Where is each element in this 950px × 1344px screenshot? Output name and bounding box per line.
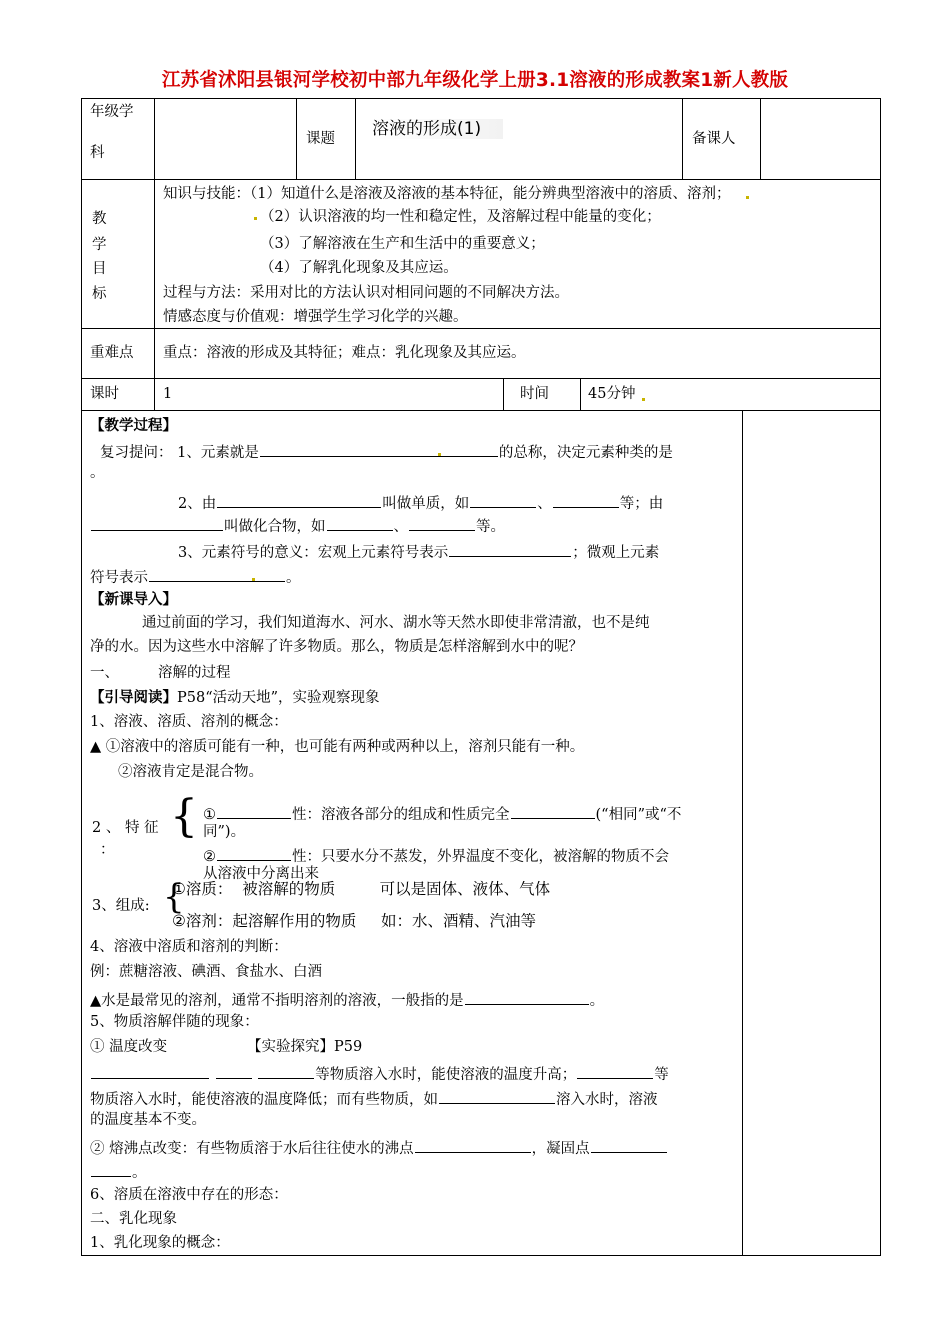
fill-blank[interactable]: [591, 1137, 667, 1153]
temperature-line: 等物质溶入水时，能使溶液的温度升高； 等: [90, 1063, 669, 1084]
boiling-point-line: ② 熔沸点改变：有些物质溶于水后往往使水的沸点 ，凝固点: [90, 1137, 668, 1158]
topic-label: 课题: [306, 131, 335, 147]
judge-example: 例：蔗糖溶液、碘酒、食盐水、白酒: [90, 964, 322, 980]
objectives-label-1: 教: [92, 211, 107, 227]
col-divider: [154, 179, 155, 329]
note-line: ▲ ①溶液中的溶质可能有一种，也可能有两种或两种以上，溶剂只能有一种。: [90, 739, 585, 755]
water-note: ▲水是最常见的溶剂，通常不指明溶剂的溶液，一般指的是 。: [90, 989, 604, 1010]
fill-blank[interactable]: [465, 989, 589, 1005]
edit-mark: [252, 578, 255, 581]
fill-blank[interactable]: [149, 566, 285, 582]
intro-paragraph-line: 净的水。因为这些水中溶解了许多物质。那么，物质是怎样溶解到水中的呢？: [90, 639, 583, 655]
fill-blank[interactable]: [577, 1063, 653, 1079]
temperature-line: 物质溶入水时，能使溶液的温度降低；而有些物质，如 溶入水时，溶液: [90, 1088, 658, 1109]
objective-line: （2）认识溶液的均一性和稳定性，及溶解过程中能量的变化；: [260, 209, 661, 225]
review-question-2: 2、由 叫做单质，如 、 等；由: [178, 492, 663, 513]
col-divider: [296, 98, 297, 180]
review-question-3-cont: 符号表示 。: [90, 566, 301, 587]
fill-blank[interactable]: [258, 1063, 314, 1079]
feature-uniformity-cont: 同”)。: [203, 824, 246, 840]
objective-line: 情感态度与价值观：增强学生学习化学的兴趣。: [163, 309, 468, 325]
guided-reading: 【引导阅读】P58“活动天地”，实验观察现象: [90, 689, 380, 706]
row-divider: [81, 378, 881, 379]
key-points-label: 重难点: [90, 345, 134, 361]
fill-blank[interactable]: [217, 492, 381, 508]
objective-line: 知识与技能：（1）知道什么是溶液及溶液的基本特征，能分辨典型溶液中的溶质、溶剂；: [163, 186, 731, 202]
boiling-point-line-cont: 。: [90, 1161, 147, 1182]
col-divider: [355, 98, 356, 180]
feature-stability: ② 性：只要水分不蒸发，外界温度不变化，被溶解的物质不会: [203, 845, 669, 866]
temperature-line: 的温度基本不变。: [90, 1112, 206, 1128]
col-divider: [503, 378, 504, 411]
fill-blank[interactable]: [553, 492, 619, 508]
grade-subject-label: 年级学: [90, 104, 134, 120]
objectives-label-3: 目: [92, 261, 107, 277]
fill-blank[interactable]: [91, 515, 223, 531]
fill-blank[interactable]: [260, 441, 498, 457]
col-divider: [682, 98, 683, 180]
document-title: 江苏省沭阳县银河学校初中部九年级化学上册3.1溶液的形成教案1新人教版: [161, 70, 789, 91]
fill-blank[interactable]: [511, 803, 595, 819]
feature-stability-cont: 从溶液中分离出来: [203, 866, 319, 882]
composition-solvent: ②溶剂：起溶解作用的物质 如：水、酒精、汽油等: [172, 912, 537, 930]
period-label: 课时: [90, 386, 119, 402]
emulsion-heading: 1、乳化现象的概念：: [90, 1235, 230, 1251]
intro-paragraph-line: 通过前面的学习，我们知道海水、河水、湖水等天然水即使非常清澈，也不是纯: [142, 615, 650, 631]
objective-line: （4）了解乳化现象及其应运。: [260, 260, 458, 276]
objectives-label-4: 标: [92, 286, 107, 302]
composition-label: 3、组成:: [92, 898, 150, 914]
row-divider: [81, 328, 881, 329]
review-question-2-cont: 叫做化合物，如 、 等。: [90, 515, 505, 536]
brace-icon: {: [170, 791, 198, 842]
existence-heading: 6、溶质在溶液中存在的形态：: [90, 1187, 288, 1203]
judge-heading: 4、溶液中溶质和溶剂的判断：: [90, 939, 288, 955]
fill-blank[interactable]: [409, 515, 475, 531]
composition-solute: ①溶质： 被溶解的物质 可以是固体、液体、气体: [172, 880, 551, 898]
review-question-1-end: 。: [90, 465, 105, 481]
feature-uniformity: ① 性：溶液各部分的组成和性质完全 (“相同”或“不: [203, 803, 681, 824]
fill-blank[interactable]: [470, 492, 536, 508]
note-line: ②溶液肯定是混合物。: [118, 764, 263, 780]
objective-line: 过程与方法：采用对比的方法认识对相同问题的不同解决方法。: [163, 285, 569, 301]
fill-blank[interactable]: [439, 1088, 555, 1104]
fill-blank[interactable]: [415, 1137, 531, 1153]
preparer-label: 备课人: [692, 131, 736, 147]
fill-blank[interactable]: [217, 845, 291, 861]
col-divider: [154, 98, 155, 180]
review-question-3: 3、元素符号的意义：宏观上元素符号表示 ；微观上元素: [178, 541, 659, 562]
section-1-title: 溶解的过程: [158, 665, 231, 681]
topic-value: 溶液的形成(1): [372, 119, 503, 139]
objectives-label-2: 学: [92, 237, 107, 253]
process-heading: 【教学过程】: [90, 417, 177, 434]
period-value: 1: [163, 386, 173, 402]
fill-blank[interactable]: [327, 515, 393, 531]
time-value: 45分钟: [588, 386, 636, 402]
col-divider: [154, 328, 155, 379]
edit-mark: [254, 217, 257, 220]
edit-mark: [642, 398, 645, 401]
edit-mark: [438, 453, 441, 456]
concept-heading: 1、溶液、溶质、溶剂的概念：: [90, 714, 288, 730]
section-1-number: 一、: [90, 665, 119, 681]
fill-blank[interactable]: [449, 541, 571, 557]
edit-mark: [746, 196, 749, 199]
intro-heading: 【新课导入】: [90, 591, 177, 608]
row-divider: [81, 179, 881, 180]
fill-blank[interactable]: [91, 1161, 131, 1177]
review-question-1: 复习提问： 1、元素就是 的总称，决定元素种类的是: [100, 441, 673, 462]
col-divider: [742, 410, 743, 1256]
fill-blank[interactable]: [91, 1063, 209, 1079]
section-2-title: 二、乳化现象: [90, 1211, 177, 1227]
fill-blank[interactable]: [216, 1063, 252, 1079]
time-label: 时间: [520, 386, 549, 402]
phenomena-heading: 5、物质溶解伴随的现象：: [90, 1014, 259, 1030]
experiment-heading: 【实验探究】P59: [247, 1039, 363, 1055]
key-points-text: 重点：溶液的形成及其特征；难点：乳化现象及其应运。: [163, 345, 526, 361]
objective-line: （3）了解溶液在生产和生活中的重要意义；: [260, 236, 545, 252]
col-divider: [154, 378, 155, 411]
row-divider: [81, 410, 881, 411]
col-divider: [580, 378, 581, 411]
brace-icon: {: [163, 877, 185, 917]
feature-label: 2 、 特 征: [92, 820, 159, 836]
feature-label-colon: ：: [100, 842, 115, 858]
grade-subject-label-2: 科: [90, 145, 105, 161]
col-divider: [760, 98, 761, 180]
fill-blank[interactable]: [217, 803, 291, 819]
temperature-change: ① 温度改变: [90, 1039, 168, 1055]
